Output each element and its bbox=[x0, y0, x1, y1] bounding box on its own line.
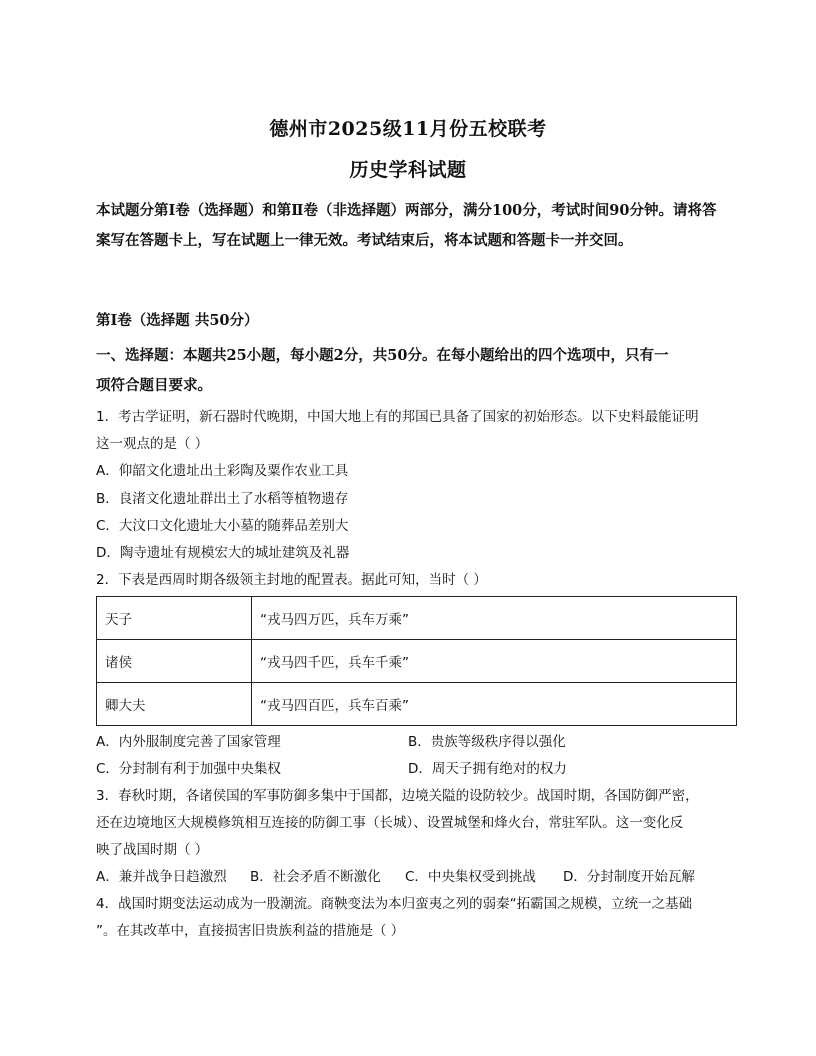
table-row bbox=[97, 640, 737, 683]
q3-option-b: B．社会矛盾不断激化 bbox=[250, 869, 381, 885]
part-heading-line2: 项符合题目要求。 bbox=[96, 377, 212, 394]
q1-stem-line1: 1．考古学证明，新石器时代晚期，中国大地上有的邦国已具备了国家的初始形态。以下史料最能证明 bbox=[96, 409, 699, 425]
q2-option-b: B．贵族等级秩序得以强化 bbox=[408, 734, 566, 750]
q3-stem-line1: 3．春秋时期，各诸侯国的军事防御多集中于国都，边境关隘的设防较少。战国时期，各国防御严密， bbox=[96, 788, 699, 804]
q1-option-c: C．大汶口文化遗址大小墓的随葬品差别大 bbox=[96, 518, 349, 534]
table-cell-rank: 诸侯 bbox=[97, 640, 252, 683]
q3-option-a: A．兼并战争日趋激烈 bbox=[96, 869, 227, 885]
table-cell-desc: “戎马四百匹，兵车百乘” bbox=[252, 683, 737, 726]
q2-option-d: D．周天子拥有绝对的权力 bbox=[408, 761, 567, 777]
q1-stem-line2: 这一观点的是（ ） bbox=[96, 436, 209, 452]
q2-fief-table bbox=[96, 596, 737, 726]
q1-option-d: D．陶寺遗址有规模宏大的城址建筑及礼器 bbox=[96, 545, 350, 561]
q3-stem-line2: 还在边境地区大规模修筑相互连接的防御工事（长城）、设置城堡和烽火台，常驻军队。这一变化反 bbox=[96, 815, 684, 831]
q3-option-d: D．分封制度开始瓦解 bbox=[563, 869, 695, 885]
q1-option-a: A．仰韶文化遗址出土彩陶及粟作农业工具 bbox=[96, 463, 349, 479]
exam-title: 德州市2025级11月份五校联考 bbox=[269, 118, 547, 140]
table-row bbox=[97, 683, 737, 726]
exam-instructions: 本试题分第Ⅰ卷（选择题）和第Ⅱ卷（非选择题）两部分，满分100分，考试时间90分钟。请将答案写在答题卡上，写在试题上一律无效。考试结束后，将本试题和答题卡一并交回。 bbox=[96, 202, 717, 249]
table-cell-rank: 卿大夫 bbox=[97, 683, 252, 726]
exam-subtitle: 历史学科试题 bbox=[349, 159, 467, 181]
q3-option-c: C．中央集权受到挑战 bbox=[405, 869, 536, 885]
table-cell-desc: “戎马四千匹，兵车千乘” bbox=[252, 640, 737, 683]
q4-stem-line2: ”。在其改革中，直接损害旧贵族利益的措施是（ ） bbox=[96, 923, 405, 939]
table-row bbox=[97, 597, 737, 640]
q2-stem: 2．下表是西周时期各级领主封地的配置表。据此可知，当时（ ） bbox=[96, 572, 487, 588]
q2-option-c: C．分封制有利于加强中央集权 bbox=[96, 761, 281, 777]
q4-stem-line1: 4．战国时期变法运动成为一股潮流。商鞅变法为本归蛮夷之列的弱秦“拓霸国之规模，立统一之基础 bbox=[96, 896, 693, 912]
table-cell-rank: 天子 bbox=[97, 597, 252, 640]
q3-stem-line3: 映了战国时期（ ） bbox=[96, 842, 209, 858]
table-cell-desc: “戎马四万匹，兵车万乘” bbox=[252, 597, 737, 640]
section-title: 第Ⅰ卷（选择题 共50分） bbox=[96, 312, 259, 329]
part-heading-line1: 一、选择题：本题共25小题，每小题2分，共50分。在每小题给出的四个选项中，只有一 bbox=[96, 347, 669, 364]
q1-option-b: B．良渚文化遗址群出土了水稻等植物遗存 bbox=[96, 491, 349, 507]
q2-option-a: A．内外服制度完善了国家管理 bbox=[96, 734, 281, 750]
